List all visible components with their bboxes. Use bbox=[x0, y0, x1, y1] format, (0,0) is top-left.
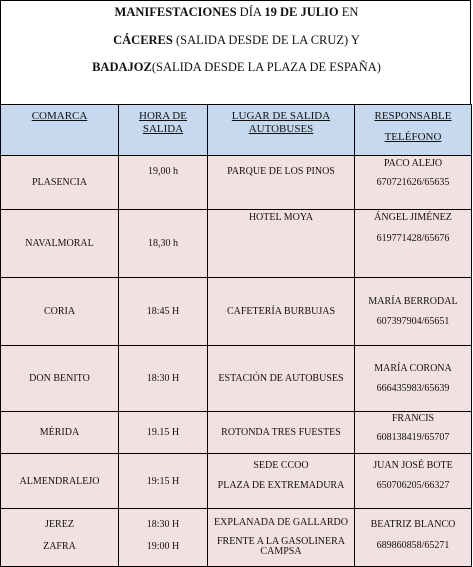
cell-comarca: ALMENDRALEJO bbox=[1, 454, 119, 509]
cell-comarca: CORIA bbox=[1, 278, 119, 346]
cell-hora: 18,30 h bbox=[119, 210, 208, 278]
header-row bbox=[1, 105, 472, 156]
responsable-phone: 619771428/65676 bbox=[376, 233, 450, 244]
cell-comarca: NAVALMORAL bbox=[1, 210, 119, 278]
table-row bbox=[1, 346, 472, 412]
responsable-phone: 670721626/65635 bbox=[376, 177, 450, 188]
responsable-phone: 607397904/65651 bbox=[376, 316, 450, 327]
cell-hora: 19.15 H bbox=[119, 412, 208, 454]
cell-responsable bbox=[355, 156, 472, 210]
title-event: MANIFESTACIONES bbox=[114, 5, 237, 19]
col-header-lugar-line-2: AUTOBUSES bbox=[248, 123, 314, 135]
responsable-name: FRANCIS bbox=[391, 413, 435, 424]
title-caceres: CÁCERES bbox=[113, 33, 173, 47]
lugar-line-2: FRENTE A LA GASOLINERA CAMPSA bbox=[216, 536, 346, 557]
cell-hora bbox=[119, 509, 208, 567]
cell-lugar: PARQUE DE LOS PINOS bbox=[208, 156, 355, 210]
title-line-1 bbox=[1, 5, 472, 20]
cell-lugar: ROTONDA TRES FUESTES bbox=[208, 412, 355, 454]
cell-responsable bbox=[355, 454, 472, 509]
title-badajoz: BADAJOZ bbox=[92, 60, 152, 74]
col-header-comarca-label: COMARCA bbox=[31, 110, 88, 122]
lugar-line-1: EXPLANADA DE GALLARDO bbox=[214, 517, 348, 528]
col-header-telefono: TELÉFONO bbox=[384, 131, 442, 143]
title-caceres-detail: (SALIDA DESDE DE LA CRUZ) Y bbox=[172, 33, 360, 47]
title-line-3 bbox=[1, 60, 472, 75]
cell-lugar bbox=[208, 509, 355, 567]
table-row bbox=[1, 412, 472, 454]
title-block bbox=[0, 0, 471, 104]
responsable-phone: 608138419/65707 bbox=[376, 432, 450, 443]
lugar-line-2: PLAZA DE EXTREMADURA bbox=[217, 480, 345, 491]
title-line-2 bbox=[1, 33, 472, 48]
table-row bbox=[1, 509, 472, 567]
col-header-lugar-line-1: LUGAR DE SALIDA bbox=[231, 110, 331, 122]
cell-lugar bbox=[208, 454, 355, 509]
responsable-name: PACO ALEJO bbox=[383, 158, 443, 169]
cell-hora: 19,00 h bbox=[119, 156, 208, 210]
title-date: 19 DE JULIO bbox=[264, 5, 339, 19]
hora-line-2: 19:00 H bbox=[146, 541, 180, 552]
cell-responsable bbox=[355, 278, 472, 346]
col-header-responsable bbox=[355, 105, 472, 156]
responsable-name: JUAN JOSÉ BOTE bbox=[373, 460, 453, 471]
col-header-lugar bbox=[208, 105, 355, 156]
responsable-phone: 689860858/65271 bbox=[376, 540, 450, 551]
cell-comarca bbox=[1, 509, 119, 567]
comarca-line-2: ZAFRA bbox=[43, 541, 76, 552]
responsable-name: BEATRIZ BLANCO bbox=[370, 519, 456, 530]
cell-hora: 19:15 H bbox=[119, 454, 208, 509]
cell-lugar: CAFETERÍA BURBUJAS bbox=[208, 278, 355, 346]
cell-comarca: DON BENITO bbox=[1, 346, 119, 412]
cell-comarca: MÉRIDA bbox=[1, 412, 119, 454]
comarca-line-1: JEREZ bbox=[45, 519, 74, 530]
col-header-hora-line-2: SALIDA bbox=[142, 123, 184, 135]
col-header-hora bbox=[119, 105, 208, 156]
col-header-hora-line-1: HORA DE bbox=[139, 110, 187, 122]
departures-table bbox=[0, 104, 472, 567]
title-in: EN bbox=[338, 5, 359, 19]
table-row bbox=[1, 454, 472, 509]
col-header-comarca bbox=[1, 105, 119, 156]
title-badajoz-detail: (SALIDA DESDE LA PLAZA DE ESPAÑA) bbox=[151, 60, 381, 74]
table-row bbox=[1, 278, 472, 346]
responsable-name: MARÍA CORONA bbox=[374, 363, 452, 374]
responsable-name: MARÍA BERRODAL bbox=[368, 296, 458, 307]
responsable-phone: 650706205/66327 bbox=[376, 480, 450, 491]
cell-responsable bbox=[355, 509, 472, 567]
hora-line-1: 18:30 H bbox=[146, 519, 180, 530]
table-row bbox=[1, 156, 472, 210]
cell-lugar: HOTEL MOYA bbox=[208, 210, 355, 278]
responsable-name: ÁNGEL JIMÉNEZ bbox=[374, 212, 452, 223]
cell-responsable bbox=[355, 412, 472, 454]
cell-lugar: ESTACIÓN DE AUTOBUSES bbox=[208, 346, 355, 412]
cell-hora: 18:45 H bbox=[119, 278, 208, 346]
lugar-line-1: SEDE CCOO bbox=[253, 460, 309, 471]
cell-hora: 18:30 H bbox=[119, 346, 208, 412]
cell-responsable bbox=[355, 346, 472, 412]
cell-comarca: PLASENCIA bbox=[1, 156, 119, 210]
cell-responsable bbox=[355, 210, 472, 278]
col-header-responsable-line-1: RESPONSABLE bbox=[374, 110, 452, 122]
table-row bbox=[1, 210, 472, 278]
title-day-label: DÍA bbox=[236, 5, 265, 19]
responsable-phone: 666435983/65639 bbox=[376, 383, 450, 394]
